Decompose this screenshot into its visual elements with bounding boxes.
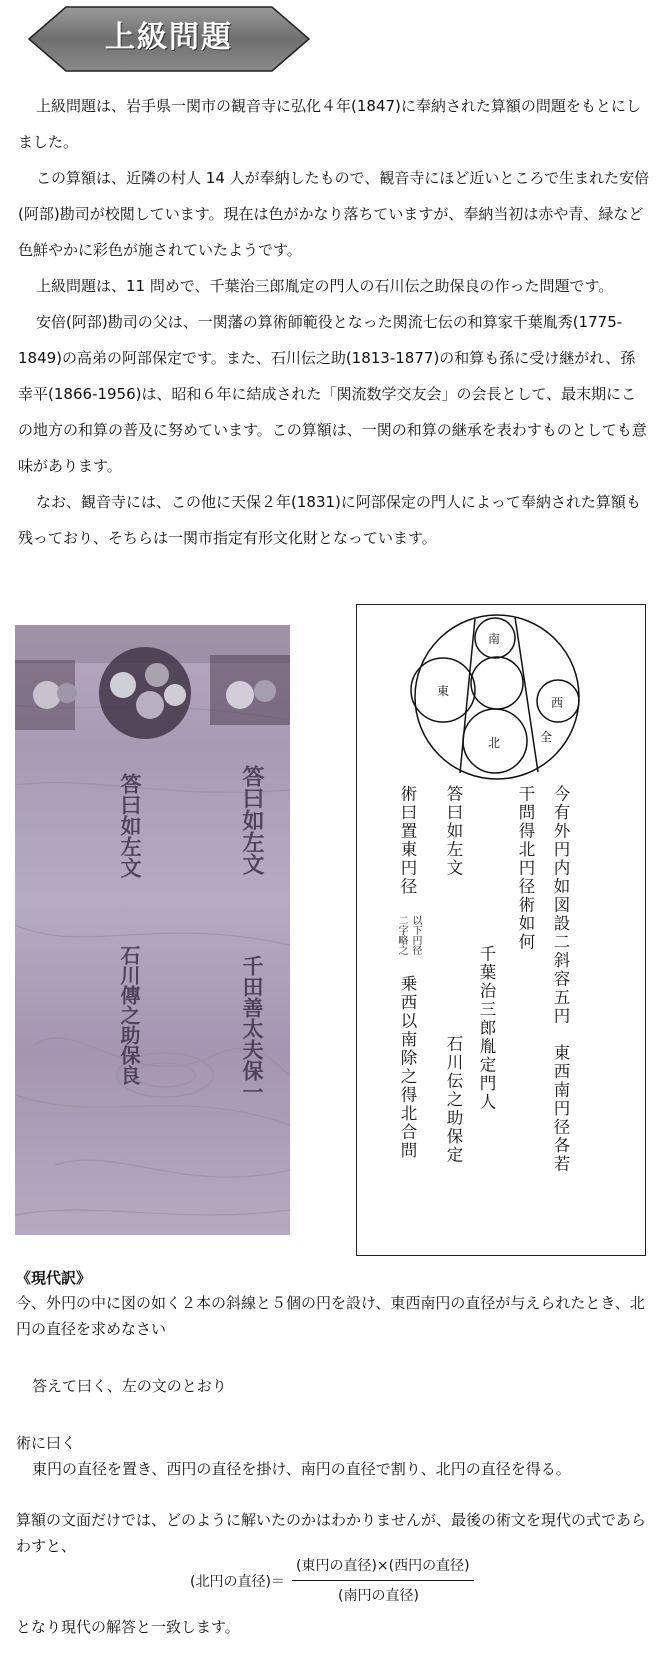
middle-circle bbox=[471, 657, 523, 709]
fraction-bar bbox=[292, 1580, 474, 1581]
label-south: 南 bbox=[488, 632, 501, 646]
panel-col-6b: 乗西以南除之得北合問 bbox=[398, 975, 417, 1160]
modern-answer: 答えて曰く、左の文のとおり bbox=[32, 1377, 227, 1395]
label-north: 北 bbox=[488, 736, 501, 750]
modern-method-heading: 術に曰く bbox=[16, 1434, 77, 1452]
photo-answer-b: 答曰如左文 bbox=[118, 773, 143, 878]
intro-paragraph-4: 安倍(阿部)勘司の父は、一関藩の算術師範役となった関流七伝の和算家千葉胤秀(1775-1849)の高弟の阿部保定です。また、石川伝之助(1813-1877)の和算も孫に受け継がれ、孫幸平(1866-1956)は、昭和６年に結成された「関流数学交友会」の会長として、最末期にこの地方の和算の普及に努めています。この算額は、一関の和算の継承を表わすものとしても意味があります。 bbox=[18, 313, 647, 475]
intro-paragraph-1: 上級問題は、岩手県一関市の観音寺に弘化４年(1847)に奉納された算額の問題をもとにしました。 bbox=[18, 97, 641, 151]
photo-author-b: 石川傳之助保良 bbox=[117, 945, 141, 1085]
intro-paragraph-2: この算額は、近隣の村人 14 人が奉納したもので、観音寺にほど近いところで生まれた安倍(阿部)勘司が校閲しています。現在は色がかなり落ちていますが、奉納当初は赤や青、緑など色鮮やかに彩色が施されていたようです。 bbox=[18, 169, 650, 259]
modern-conclusion: となり現代の解答と一致します。 bbox=[16, 1618, 240, 1636]
photo-author-a: 千田善太夫保一 bbox=[240, 955, 265, 1102]
formula-denominator: (南円の直径) bbox=[338, 1588, 419, 1604]
panel-col-6a: 術曰置東円径 bbox=[398, 785, 417, 896]
panel-note-2: 二字略之 bbox=[396, 915, 407, 955]
formula-lhs: (北円の直径)＝ bbox=[190, 1574, 285, 1590]
intro-paragraph-3: 上級問題は、11 問めで、千葉治三郎胤定の門人の石川伝之助保良の作った問題です。 bbox=[36, 277, 614, 295]
panel-note-1: 以下円径 bbox=[410, 915, 421, 955]
photo-answer-a: 答曰如左文 bbox=[239, 765, 265, 875]
panel-col-1: 今有外円内如図設二斜容五円 東西南円径各若 bbox=[551, 785, 570, 1174]
title-banner bbox=[26, 5, 312, 73]
label-west: 西 bbox=[551, 696, 564, 710]
five-circles-diagram bbox=[357, 605, 645, 785]
wood-texture bbox=[15, 625, 290, 1235]
modern-problem: 今、外円の中に図の如く２本の斜線と５個の円を設け、東西南円の直径が与えられたとき、北円の直径を求めなさい bbox=[16, 1294, 645, 1338]
intro-paragraph-5: なお、観音寺には、この他に天保２年(1831)に阿部保定の門人によって奉納された算額も残っており、そちらは一関市指定有形文化財となっています。 bbox=[18, 493, 641, 547]
panel-col-4: 答曰如左文 bbox=[444, 785, 463, 878]
left-slant-line bbox=[460, 619, 475, 773]
formula-numerator: (東円の直径)×(西円の直径) bbox=[296, 1558, 470, 1574]
panel-col-3: 千葉治三郎胤定門人 bbox=[477, 945, 496, 1112]
modern-method: 東円の直径を置き、西円の直径を掛け、南円の直径で割り、北円の直径を得る。 bbox=[32, 1460, 571, 1478]
panel-col-5: 石川伝之助保定 bbox=[444, 1035, 463, 1165]
label-east: 東 bbox=[437, 684, 450, 698]
sangaku-transcription-panel bbox=[356, 604, 646, 1256]
modern-heading: 《現代訳》 bbox=[16, 1269, 92, 1287]
panel-col-2: 干問得北円径術如何 bbox=[516, 785, 535, 952]
page-title: 上級問題 bbox=[105, 20, 233, 55]
sangaku-photo bbox=[15, 625, 290, 1235]
label-whole: 全 bbox=[540, 730, 553, 744]
modern-comment: 算額の文面だけでは、どのように解いたのかはわかりませんが、最後の術文を現代の式であらわすと、 bbox=[16, 1511, 647, 1555]
